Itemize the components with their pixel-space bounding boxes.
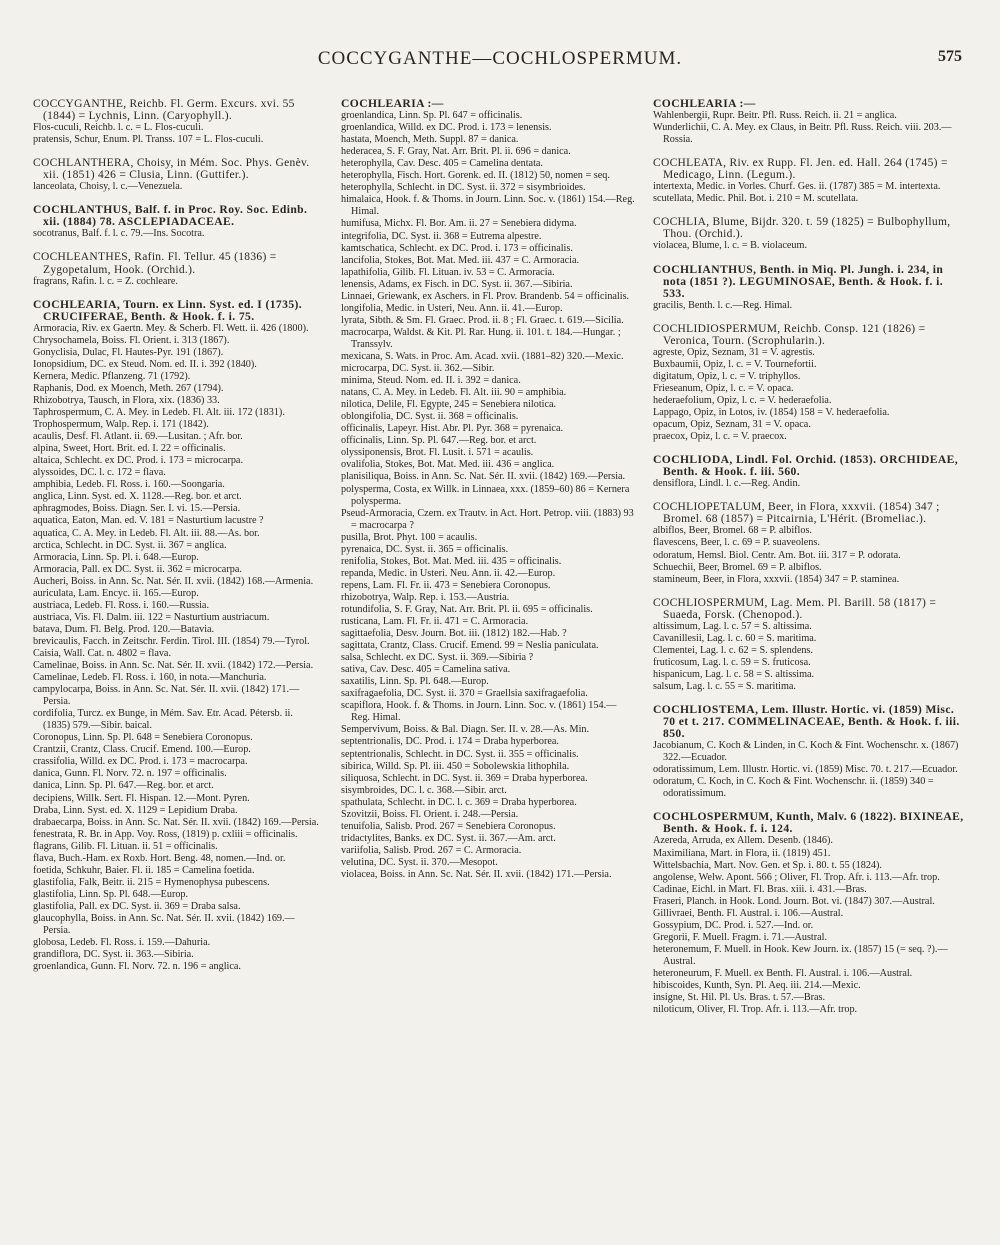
species-entry: arctica, Schlecht. in DC. Syst. ii. 367 = anglica.: [33, 539, 227, 551]
genus-heading: COCHLIANTHUS, Benth. in Miq. Pl. Jungh. i. 234, in nota (1851 ?). LEGUMINOSAE, Benth. & Hook. f. i. 533.: [653, 262, 944, 300]
species-entry: Flos-cuculi, Reichb. l. c. = L. Flos-cuculi.: [33, 122, 204, 134]
species-entry: heterophylla, Fisch. Hort. Gorenk. ed. II. (1812) 50, nomen = seq.: [341, 170, 610, 182]
species-entry: anglica, Linn. Syst. ed. X. 1128.—Reg. bor. et arct.: [33, 491, 242, 503]
species-entry: Maximiliana, Mart. in Flora, ii. (1819) 451.: [653, 847, 831, 859]
species-entry: rusticana, Lam. Fl. Fr. ii. 471 = C. Armoracia.: [341, 616, 529, 628]
species-entry: spathulata, Schlecht. in DC. l. c. 369 = Draba hyperborea.: [341, 796, 577, 808]
species-entry: repens, Lam. Fl. Fr. ii. 473 = Senebiera Coronopus.: [341, 579, 551, 591]
species-entry: rhizobotrya, Walp. Rep. i. 153.—Austria.: [341, 591, 510, 603]
species-entry: rotundifolia, S. F. Gray, Nat. Arr. Brit. Pl. ii. 695 = officinalis.: [341, 603, 593, 615]
species-entry: Cavanillesii, Lag. l. c. 60 = S. maritima.: [653, 632, 817, 644]
species-entry: officinalis, Linn. Sp. Pl. 647.—Reg. bor. et arct.: [341, 435, 537, 447]
species-entry: Gregorii, F. Muell. Fragm. i. 71.—Austral.: [653, 931, 828, 943]
species-entry: Cadinae, Eichl. in Mart. Fl. Bras. xiii. i. 431.—Bras.: [653, 883, 867, 895]
species-entry: glastifolia, Falk, Beitr. ii. 215 = Hymenophysa pubescens.: [33, 876, 270, 888]
species-entry: Ionopsidium, DC. ex Steud. Nom. ed. II. i. 392 (1840).: [33, 358, 257, 370]
species-entry: austriaca, Vis. Fl. Dalm. iii. 122 = Nasturtium austriacum.: [33, 611, 270, 623]
species-entry: Clementei, Lag. l. c. 62 = S. splendens.: [653, 644, 813, 656]
species-entry: repanda, Medic. in Usteri. Neu. Ann. ii. 42.—Europ.: [341, 567, 556, 579]
species-entry: aphragmodes, Boiss. Diagn. Ser. I. vi. 15.—Persia.: [33, 503, 241, 515]
species-entry: Frieseanum, Opiz, l. c. = V. opaca.: [653, 382, 794, 394]
species-entry: sagittaefolia, Desv. Journ. Bot. iii. (1812) 182.—Hab. ?: [341, 628, 567, 640]
species-entry: altissimum, Lag. l. c. 57 = S. altissima.: [653, 620, 812, 632]
species-entry: groenlandica, Gunn. Fl. Norv. 72. n. 196 = anglica.: [33, 961, 241, 973]
species-entry: macrocarpa, Waldst. & Kit. Pl. Rar. Hung. ii. 101. t. 184.—Hungar. ; Transsylv.: [341, 326, 621, 350]
species-entry: Trophospermum, Walp. Rep. i. 171 (1842).: [33, 419, 209, 431]
species-entry: hastata, Moench, Meth. Suppl. 87 = danica.: [341, 134, 519, 146]
species-entry: danica, Linn. Sp. Pl. 647.—Reg. bor. et arct.: [33, 780, 214, 792]
species-entry: Raphanis, Dod. ex Moench, Meth. 267 (1794).: [33, 382, 224, 394]
species-entry: microcarpa, DC. Syst. ii. 362.—Sibir.: [341, 363, 495, 375]
species-entry: heteronemum, F. Muell. in Hook. Kew Journ. ix. (1857) 15 (= seq. ?).—Austral.: [653, 943, 948, 967]
species-entry: hibiscoides, Kunth, Syn. Pl. Aeq. iii. 214.—Mexic.: [653, 980, 861, 992]
species-entry: Gossypium, DC. Prod. i. 527.—Ind. or.: [653, 919, 814, 931]
species-entry: sibirica, Willd. Sp. Pl. iii. 450 = Sobolewskia lithophila.: [341, 760, 570, 772]
species-entry: heterophylla, Cav. Desc. 405 = Camelina dentata.: [341, 158, 543, 170]
species-entry: Lappago, Opiz, in Lotos, iv. (1854) 158 = V. hederaefolia.: [653, 407, 890, 419]
species-entry: aquatica, Eaton, Man. ed. V. 181 = Nasturtium lacustre ?: [33, 515, 264, 527]
species-entry: pratensis, Schur, Enum. Pl. Transs. 107 = L. Flos-cuculi.: [33, 134, 264, 146]
species-entry: Armoracia, Linn. Sp. Pl. i. 648.—Europ.: [33, 551, 199, 563]
species-entry: sativa, Cav. Desc. 405 = Camelina sativa.: [341, 664, 511, 676]
column-left: [33, 98, 321, 1225]
species-entry: Gonyclisia, Dulac, Fl. Hautes-Pyr. 191 (1867).: [33, 346, 224, 358]
species-entry: digitatum, Opiz, l. c. = V. triphyllos.: [653, 370, 801, 382]
species-entry: Armoracia, Pall. ex DC. Syst. ii. 362 = microcarpa.: [33, 563, 242, 575]
species-entry: altaica, Schlecht. ex DC. Prod. i. 173 = microcarpa.: [33, 455, 243, 467]
species-entry: glastifolia, Pall. ex DC. Syst. ii. 369 = Draba salsa.: [33, 900, 241, 912]
species-entry: stamineum, Beer, in Flora, xxxvii. (1854) 347 = P. staminea.: [653, 573, 900, 585]
species-entry: ovalifolia, Stokes, Bot. Mat. Med. iii. 436 = anglica.: [341, 459, 555, 471]
species-entry: groenlandica, Linn. Sp. Pl. 647 = officinalis.: [341, 110, 523, 122]
genus-synonym-heading: COCHLIDIOSPERMUM, Reichb. Consp. 121 (1826) = Veronica, Tourn. (Scrophularin.).: [653, 322, 926, 347]
species-entry: natans, C. A. Mey. in Ledeb. Fl. Alt. iii. 90 = amphibia.: [341, 387, 567, 399]
species-entry: Gillivraei, Benth. Fl. Austral. i. 106.—Austral.: [653, 907, 844, 919]
species-entry: brevicaulis, Facch. in Zeitschr. Ferdin. Tirol. III. (1854) 79.—Tyrol.: [33, 635, 310, 647]
species-entry: planisiliqua, Boiss. in Ann. Sc. Nat. Sér. II. xvii. (1842) 169.—Persia.: [341, 471, 626, 483]
species-entry: odoratum, C. Koch, in C. Koch & Fint. Wochenschr. ii. (1859) 340 = odoratissimum.: [653, 776, 934, 800]
species-entry: variifolia, Salisb. Prod. 267 = C. Armoracia.: [341, 844, 522, 856]
species-entry: intertexta, Medic. in Vorles. Churf. Ges. ii. (1787) 385 = M. intertexta.: [653, 181, 941, 193]
species-entry: Camelinae, Ledeb. Fl. Ross. i. 160, in nota.—Manchuria.: [33, 672, 267, 684]
species-entry: Kernera, Medic. Pflanzeng. 71 (1792).: [33, 370, 191, 382]
species-entry: angolense, Welw. Apont. 566 ; Oliver, Fl. Trop. Afr. i. 113.—Afr. trop.: [653, 871, 940, 883]
species-entry: longifolia, Medic. in Usteri, Neu. Ann. ii. 41.—Europ.: [341, 302, 563, 314]
species-entry: salsum, Lag. l. c. 55 = S. maritima.: [653, 680, 796, 692]
species-entry: renifolia, Stokes, Bot. Mat. Med. iii. 435 = officinalis.: [341, 555, 562, 567]
species-entry: Fraseri, Planch. in Hook. Lond. Journ. Bot. vi. (1847) 307.—Austral.: [653, 895, 935, 907]
species-entry: densiflora, Lindl. l. c.—Reg. Andin.: [653, 478, 801, 490]
species-entry: flagrans, Gilib. Fl. Lituan. ii. 51 = officinalis.: [33, 840, 218, 852]
species-entry: fragrans, Rafin. l. c. = Z. cochleare.: [33, 275, 178, 287]
species-entry: gracilis, Benth. l. c.—Reg. Himal.: [653, 299, 793, 311]
genus-synonym-heading: COCHLIA, Blume, Bijdr. 320. t. 59 (1825) = Bulbophyllum, Thou. (Orchid.).: [653, 216, 951, 241]
species-entry: Linnaei, Griewank, ex Aschers. in Fl. Prov. Brandenb. 54 = officinalis.: [341, 290, 630, 302]
species-entry: humifusa, Michx. Fl. Bor. Am. ii. 27 = Senebiera didyma.: [341, 218, 577, 230]
species-entry: olyssiponensis, Brot. Fl. Lusit. i. 571 = acaulis.: [341, 447, 534, 459]
species-entry: Taphrospermum, C. A. Mey. in Ledeb. Fl. Alt. iii. 172 (1831).: [33, 407, 285, 419]
species-entry: praecox, Opiz, l. c. = V. praecox.: [653, 431, 787, 443]
genus-synonym-heading: COCHLEANTHES, Rafin. Fl. Tellur. 45 (1836) = Zygopetalum, Hook. (Orchid.).: [33, 251, 277, 276]
species-entry: hispanicum, Lag. l. c. 58 = S. altissima.: [653, 668, 815, 680]
page-number: 575: [938, 48, 962, 65]
species-entry: campylocarpa, Boiss. in Ann. Sc. Nat. Sér. II. xvii. (1842) 171.—Persia.: [33, 684, 300, 708]
species-entry: danica, Gunn. Fl. Norv. 72. n. 197 = officinalis.: [33, 768, 227, 780]
species-entry: tenuifolia, Salisb. Prod. 267 = Senebiera Coronopus.: [341, 820, 556, 832]
species-entry: acaulis, Desf. Fl. Atlant. ii. 69.—Lusitan. ; Afr. bor.: [33, 431, 243, 443]
species-entry: Coronopus, Linn. Sp. Pl. 648 = Senebiera Coronopus.: [33, 732, 253, 744]
species-entry: Szovitzii, Boiss. Fl. Orient. i. 248.—Persia.: [341, 808, 519, 820]
species-entry: batava, Dum. Fl. Belg. Prod. 120.—Batavia.: [33, 623, 215, 635]
species-entry: auriculata, Lam. Encyc. ii. 165.—Europ.: [33, 587, 199, 599]
species-entry: velutina, DC. Syst. ii. 370.—Mesopot.: [341, 856, 498, 868]
genus-heading: COCHLOSPERMUM, Kunth, Malv. 6 (1822). BIXINEAE, Benth. & Hook. f. i. 124.: [653, 810, 964, 836]
species-entry: pyrenaica, DC. Syst. ii. 365 = officinalis.: [341, 543, 509, 555]
species-entry: sagittata, Crantz, Class. Crucif. Emend. 99 = Neslia paniculata.: [341, 640, 599, 652]
species-entry: Draba, Linn. Syst. ed. X. 1129 = Lepidium Draba.: [33, 804, 238, 816]
species-entry: austriaca, Ledeb. Fl. Ross. i. 160.—Russia.: [33, 599, 209, 611]
species-entry: septentrionalis, DC. Prod. i. 174 = Draba hyperborea.: [341, 736, 559, 748]
species-entry: globosa, Ledeb. Fl. Ross. i. 159.—Dahuria.: [33, 937, 211, 949]
species-entry: Camelinae, Boiss. in Ann. Sc. Nat. Sér. II. xvii. (1842) 172.—Persia.: [33, 660, 314, 672]
species-entry: odoratissimum, Lem. Illustr. Hortic. vi. (1859) Misc. 70. t. 217.—Ecuador.: [653, 764, 958, 776]
species-entry: albiflos, Beer, Bromel. 68 = P. albiflos.: [653, 525, 812, 537]
species-entry: opacum, Opiz, Seznam, 31 = V. opaca.: [653, 419, 811, 431]
species-entry: scapiflora, Hook. f. & Thoms. in Journ. Linn. Soc. v. (1861) 154.—Reg. Himal.: [341, 700, 617, 724]
species-entry: Wittelsbachia, Mart. Nov. Gen. et Sp. i. 80. t. 55 (1824).: [653, 859, 882, 871]
species-entry: Azereda, Arruda, ex Allem. Desenb. (1846).: [653, 835, 833, 847]
species-entry: glaucophylla, Boiss. in Ann. Sc. Nat. Sér. II. xvii. (1842) 169.—Persia.: [33, 913, 295, 937]
species-entry: lenensis, Adams, ex Fisch. in DC. Syst. ii. 367.—Sibiria.: [341, 278, 573, 290]
species-entry: officinalis, Lapeyr. Hist. Abr. Pl. Pyr. 368 = pyrenaica.: [341, 423, 564, 435]
species-entry: Armoracia, Riv. ex Gaertn. Mey. & Scherb. Fl. Wett. ii. 426 (1800).: [33, 322, 309, 334]
species-entry: kamtschatica, Schlecht. ex DC. Prod. i. 173 = officinalis.: [341, 242, 573, 254]
species-entry: saxifragaefolia, DC. Syst. ii. 370 = Graellsia saxifragaefolia.: [341, 688, 588, 700]
species-entry: decipiens, Willk. Sert. Fl. Hispan. 12.—Mont. Pyren.: [33, 792, 250, 804]
species-entry: himalaica, Hook. f. & Thoms. in Journ. Linn. Soc. v. (1861) 154.—Reg. Himal.: [341, 194, 635, 218]
species-entry: Chrysochamela, Boiss. Fl. Orient. i. 313 (1867).: [33, 334, 230, 346]
species-entry: sisymbroides, DC. l. c. 368.—Sibir. arct.: [341, 784, 507, 796]
species-entry: lanceolata, Choisy, l. c.—Venezuela.: [33, 181, 183, 193]
species-entry: hederacea, S. F. Gray, Nat. Arr. Brit. Pl. ii. 696 = danica.: [341, 146, 571, 158]
species-entry: Pseud-Armoracia, Czern. ex Trautv. in Act. Hort. Petrop. viii. (1883) 93 = macrocarpa ?: [341, 507, 634, 531]
species-entry: tridactylites, Banks. ex DC. Syst. ii. 367.—Am. arct.: [341, 832, 556, 844]
species-entry: Jacobianum, C. Koch & Linden, in C. Koch & Fint. Wochenschr. x. (1867) 322.—Ecuador.: [653, 740, 959, 764]
species-entry: Aucheri, Boiss. in Ann. Sc. Nat. Sér. II. xvii. (1842) 168.—Armenia.: [33, 575, 314, 587]
species-entry: cordifolia, Turcz. ex Bunge, in Mém. Sav. Etr. Acad. Pétersb. ii. (1835) 579.—Sibir. baical.: [33, 708, 293, 732]
species-entry: insigne, St. Hil. Pl. Us. Bras. t. 57.—Bras.: [653, 992, 826, 1004]
species-entry: lancifolia, Stokes, Bot. Mat. Med. iii. 437 = C. Armoracia.: [341, 254, 580, 266]
species-entry: fruticosum, Lag. l. c. 59 = S. fruticosa.: [653, 656, 811, 668]
species-entry: heterophylla, Schlecht. in DC. Syst. ii. 372 = sisymbrioides.: [341, 182, 586, 194]
species-entry: scutellata, Medic. Phil. Bot. i. 210 = M. scutellata.: [653, 193, 859, 205]
species-entry: integrifolia, DC. Syst. ii. 368 = Eutrema alpestre.: [341, 230, 542, 242]
species-entry: saxatilis, Linn. Sp. Pl. 648.—Europ.: [341, 676, 489, 688]
species-entry: salsa, Schlecht. ex DC. Syst. ii. 369.—Sibiria ?: [341, 652, 534, 664]
species-entry: minima, Steud. Nom. ed. II. i. 392 = danica.: [341, 375, 521, 387]
species-entry: amphibia, Ledeb. Fl. Ross. i. 160.—Soongaria.: [33, 479, 225, 491]
species-entry: foetida, Schkuhr, Baier. Fl. ii. 185 = Camelina foetida.: [33, 864, 255, 876]
genus-heading: COCHLEARIA :—: [653, 98, 756, 110]
species-entry: violacea, Boiss. in Ann. Sc. Nat. Sér. II. xvii. (1842) 171.—Persia.: [341, 869, 612, 880]
genus-synonym-heading: COCHLANTHERA, Choisy, in Mém. Soc. Phys. Genèv. xii. (1851) 426 = Clusia, Linn. (Guttifer.).: [33, 157, 310, 182]
species-entry: Buxbaumii, Opiz, l. c. = V. Tournefortii.: [653, 358, 817, 370]
species-entry: pusilla, Brot. Phyt. 100 = acaulis.: [341, 531, 478, 543]
species-entry: polysperma, Costa, ex Willk. in Linnaea, xxx. (1859–60) 86 = Kernera polysperma.: [341, 483, 630, 507]
species-entry: lapathifolia, Gilib. Fl. Lituan. iv. 53 = C. Armoracia.: [341, 266, 555, 278]
genus-synonym-heading: COCHLEATA, Riv. ex Rupp. Fl. Jen. ed. Hall. 264 (1745) = Medicago, Linn. (Legum.).: [653, 157, 948, 182]
species-entry: fenestrata, R. Br. in App. Voy. Ross, (1819) p. cxliii = officinalis.: [33, 828, 298, 840]
species-entry: siliquosa, Schlecht. in DC. Syst. ii. 369 = Draba hyperborea.: [341, 772, 588, 784]
column-right: [653, 98, 965, 1225]
species-entry: oblongifolia, DC. Syst. ii. 368 = officinalis.: [341, 411, 519, 423]
species-entry: groenlandica, Willd. ex DC. Prod. i. 173 = lenensis.: [341, 122, 552, 134]
genus-synonym-heading: COCCYGANTHE, Reichb. Fl. Germ. Excurs. xvi. 55 (1844) = Lychnis, Linn. (Caryophyll.).: [33, 98, 295, 123]
species-entry: Wunderlichii, C. A. Mey. ex Claus, in Beitr. Pfl. Russ. Reich. viii. 203.—Rossia.: [653, 122, 952, 146]
species-entry: hederaefolium, Opiz, l. c. = V. hederaefolia.: [653, 394, 832, 406]
species-entry: Caisia, Wall. Cat. n. 4802 = flava.: [33, 647, 171, 659]
species-entry: Crantzii, Crantz, Class. Crucif. Emend. 100.—Europ.: [33, 744, 251, 756]
genus-synonym-heading: COCHLIOSPERMUM, Lag. Mem. Pl. Barill. 58 (1817) = Suaeda, Forsk. (Chenopod.).: [653, 596, 937, 621]
species-entry: mexicana, S. Wats. in Proc. Am. Acad. xvii. (1881–82) 320.—Mexic.: [341, 350, 624, 362]
species-entry: grandiflora, DC. Syst. ii. 363.—Sibiria.: [33, 949, 194, 961]
species-entry: alpina, Sweet, Hort. Brit. ed. I. 22 = officinalis.: [33, 443, 226, 455]
species-entry: niloticum, Oliver, Fl. Trop. Afr. i. 113.—Afr. trop.: [653, 1004, 858, 1016]
genus-heading: COCHLEARIA :—: [341, 98, 444, 110]
genus-synonym-heading: COCHLIOPETALUM, Beer, in Flora, xxxvii. (1854) 347 ; Bromel. 68 (1857) = Pitcairnia, L'Hérit. (Bromeliac.).: [653, 501, 940, 526]
species-entry: nilotica, Delile, Fl. Egypte, 245 = Senebiera nilotica.: [341, 399, 557, 411]
species-entry: heteroneurum, F. Muell. ex Benth. Fl. Austral. i. 106.—Austral.: [653, 968, 913, 979]
species-entry: septentrionalis, Schlecht. in DC. Syst. ii. 355 = officinalis.: [341, 748, 579, 760]
page-title: COCCYGANTHE—COCHLOSPERMUM.: [317, 48, 683, 69]
species-entry: alyssoides, DC. l. c. 172 = flava.: [33, 467, 166, 479]
species-entry: violacea, Blume, l. c. = B. violaceum.: [653, 240, 807, 252]
species-entry: crassifolia, Willd. ex DC. Prod. i. 173 = macrocarpa.: [33, 756, 248, 768]
species-entry: lyrata, Sibth. & Sm. Fl. Graec. Prod. ii. 8 ; Fl. Graec. t. 619.—Sicilia.: [341, 314, 624, 326]
genus-heading: COCHLIOSTEMA, Lem. Illustr. Hortic. vi. (1859) Misc. 70 et t. 217. COMMELINACEAE, Benth. & Hook. f. iii. 850.: [653, 703, 960, 741]
species-entry: Rhizobotrya, Tausch, in Flora, xix. (1836) 33.: [33, 394, 220, 406]
genus-heading: COCHLIODA, Lindl. Fol. Orchid. (1853). ORCHIDEAE, Benth. & Hook. f. iii. 560.: [653, 453, 959, 479]
column-middle: [341, 98, 635, 1225]
species-entry: aquatica, C. A. Mey. in Ledeb. Fl. Alt. iii. 88.—As. bor.: [33, 527, 260, 539]
species-entry: drabaecarpa, Boiss. in Ann. Sc. Nat. Sér. II. xvii. (1842) 169.—Persia.: [33, 816, 319, 828]
species-entry: socotranus, Balf. f. l. c. 79.—Ins. Socotra.: [33, 228, 205, 240]
species-entry: Schuechii, Beer, Bromel. 69 = P. albiflos.: [653, 561, 822, 573]
species-entry: flavescens, Beer, l. c. 69 = P. suaveolens.: [653, 537, 820, 549]
species-entry: Wahlenbergii, Rupr. Beitr. Pfl. Russ. Reich. ii. 21 = anglica.: [653, 110, 897, 122]
species-entry: Sempervivum, Boiss. & Bal. Diagn. Ser. II. v. 28.—As. Min.: [341, 724, 590, 736]
species-entry: agreste, Opiz, Seznam, 31 = V. agrestis.: [653, 346, 815, 358]
genus-heading: COCHLANTHUS, Balf. f. in Proc. Roy. Soc. Edinb. xii. (1884) 78. ASCLEPIADACEAE.: [33, 203, 308, 229]
species-entry: odoratum, Hemsl. Biol. Centr. Am. Bot. iii. 317 = P. odorata.: [653, 549, 901, 561]
species-entry: glastifolia, Linn. Sp. Pl. 648.—Europ.: [33, 888, 189, 900]
species-entry: flava, Buch.-Ham. ex Roxb. Hort. Beng. 48, nomen.—Ind. or.: [33, 852, 286, 864]
genus-heading: COCHLEARIA, Tourn. ex Linn. Syst. ed. I (1735). CRUCIFERAE, Benth. & Hook. f. i. 75.: [33, 297, 303, 323]
